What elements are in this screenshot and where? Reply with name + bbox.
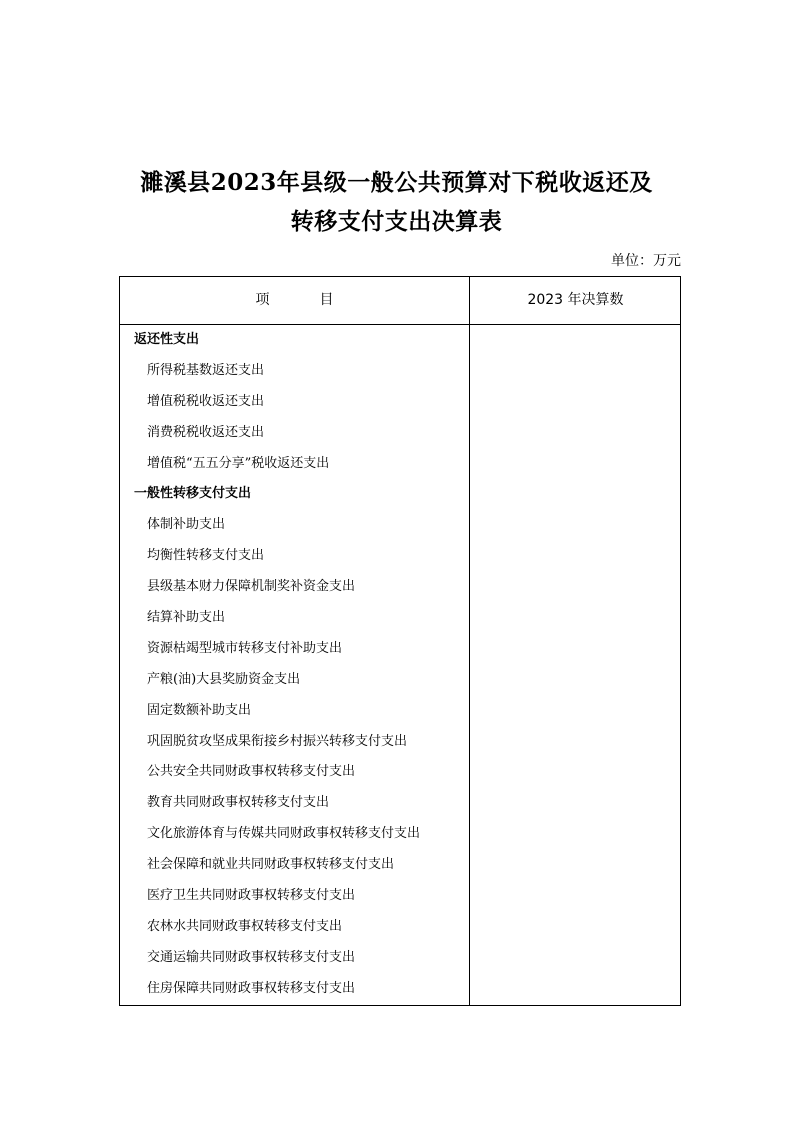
category-row: 返还性支出	[134, 332, 200, 347]
table-row: 县级基本财力保障机制奖补资金支出	[147, 579, 356, 595]
table-row: 增值税“五五分享”税收返还支出	[147, 455, 330, 471]
table-row: 农林水共同财政事权转移支付支出	[147, 918, 343, 934]
table-row: 结算补助支出	[147, 610, 226, 626]
table-row: 所得税基数返还支出	[147, 362, 265, 378]
table-row: 增值税税收返还支出	[147, 393, 265, 409]
budget-table	[119, 276, 681, 1006]
unit-label: 单位：万元	[611, 253, 681, 269]
table-row: 医疗卫生共同财政事权转移支付支出	[147, 888, 356, 904]
table-row: 文化旅游体育与传媒共同财政事权转移支付支出	[147, 826, 421, 842]
table-row: 产粮(油)大县奖励资金支出	[147, 671, 301, 687]
table-row: 教育共同财政事权转移支付支出	[147, 795, 330, 811]
item-header-part-2: 目	[319, 292, 334, 308]
item-header-part-1: 项	[255, 292, 270, 308]
item-column-header	[120, 277, 469, 324]
category-row: 一般性转移支付支出	[134, 486, 252, 502]
table-row: 均衡性转移支付支出	[147, 548, 265, 564]
amount-column-header: 2023 年决算数	[527, 292, 624, 308]
column-divider	[469, 277, 470, 1005]
table-row: 资源枯竭型城市转移支付补助支出	[147, 640, 343, 656]
table-row: 住房保障共同财政事权转移支付支出	[147, 980, 356, 996]
table-row: 消费税税收返还支出	[147, 424, 265, 440]
table-body	[120, 325, 469, 1005]
table-row: 巩固脱贫攻坚成果衔接乡村振兴转移支付支出	[147, 733, 408, 749]
table-row: 公共安全共同财政事权转移支付支出	[147, 764, 356, 780]
table-row: 体制补助支出	[147, 517, 226, 533]
document-title-line-1: 濉溪县2023年县级一般公共预算对下税收返还及	[140, 169, 653, 196]
document-title-line-2: 转移支付支出决算表	[290, 208, 503, 235]
table-row: 固定数额补助支出	[147, 702, 252, 718]
table-row: 社会保障和就业共同财政事权转移支付支出	[147, 857, 395, 873]
table-row: 交通运输共同财政事权转移支付支出	[147, 949, 356, 965]
